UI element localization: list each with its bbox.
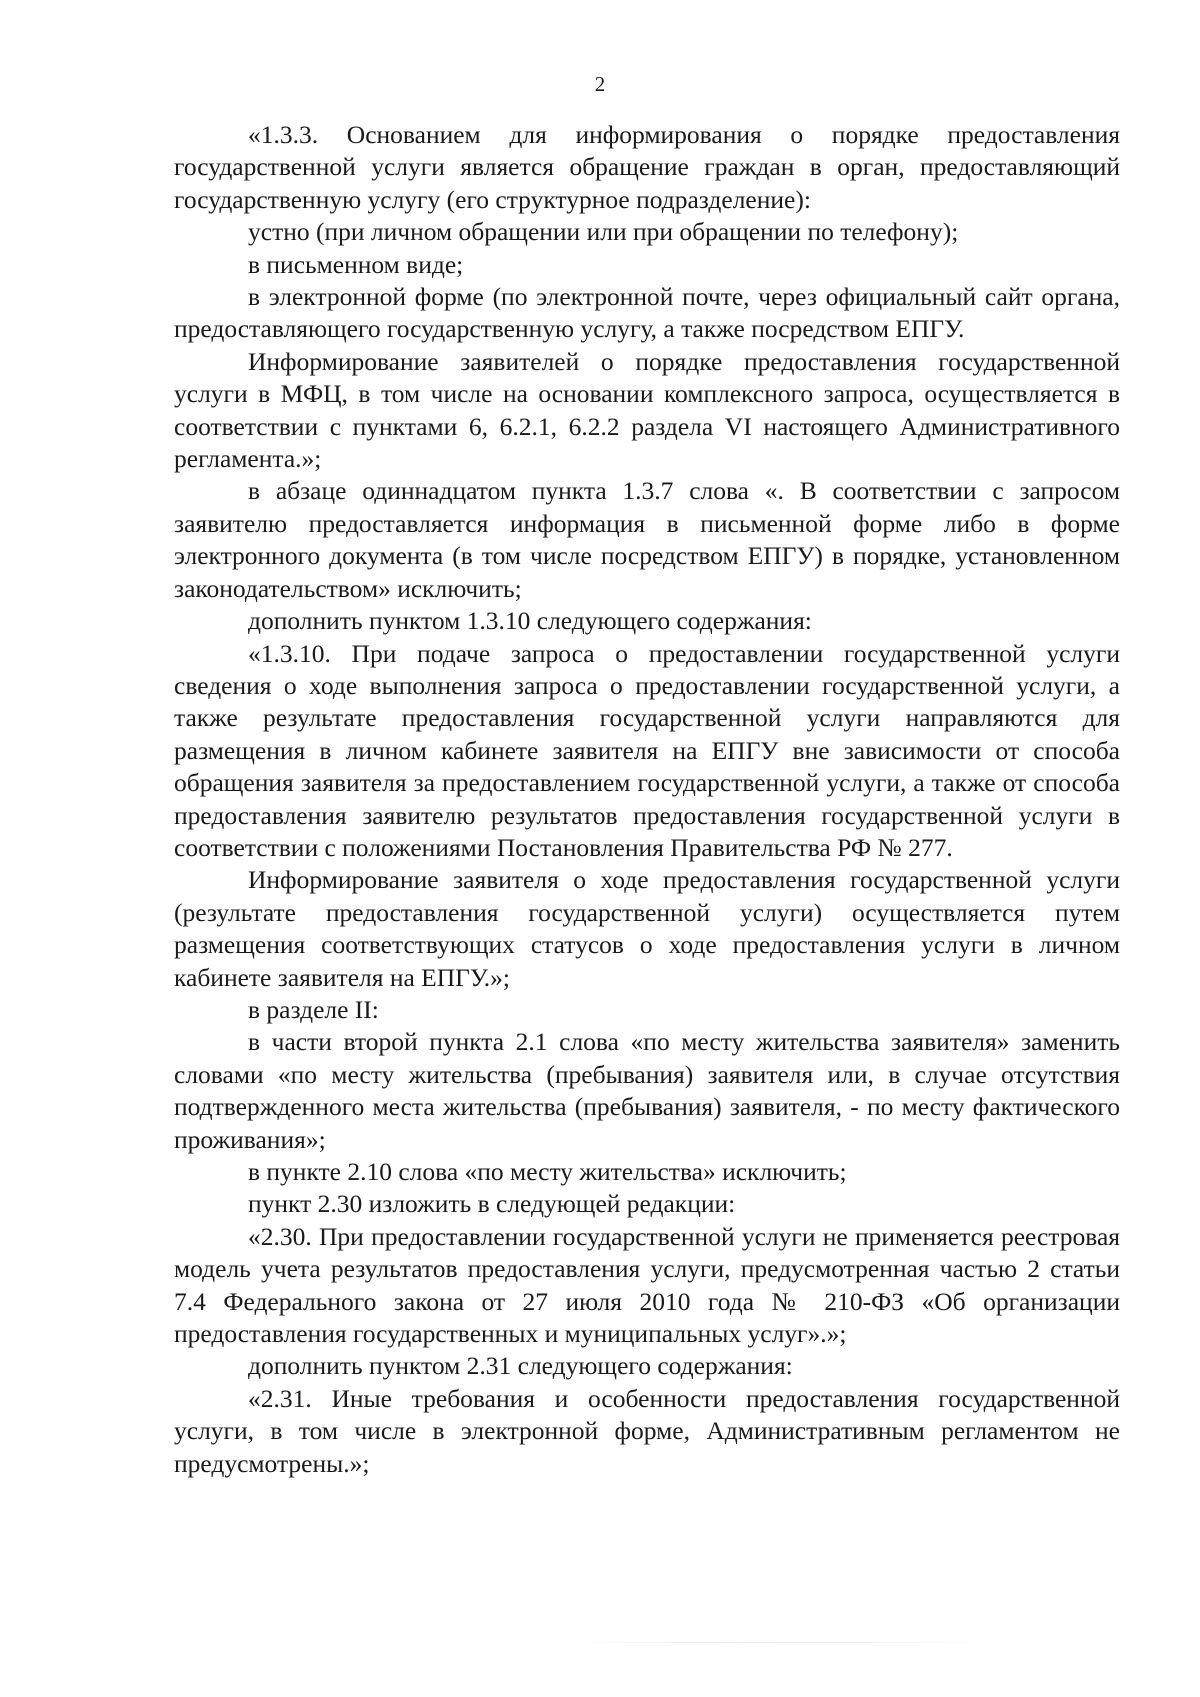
paragraph-add-1-3-10: дополнить пунктом 1.3.10 следующего содержания:	[248, 606, 812, 636]
page-number: 2	[594, 72, 606, 96]
paragraph-add-2-31: дополнить пунктом 2.31 следующего содержания:	[248, 1351, 793, 1381]
paragraph-written: в письменном виде;	[248, 249, 464, 279]
paragraph-2-30-intro: пункт 2.30 изложить в следующей редакции:	[248, 1189, 736, 1219]
paragraph-oral: устно (при личном обращении или при обращении по телефону);	[248, 217, 959, 247]
paragraph-1-3-3: «1.3.3. Основанием для информирования о порядке предоставления государственной услуги является обращение граждан в орган, предоставляющий государственную услугу (его структурное подразделение):	[174, 120, 1120, 214]
paragraph-2-1-amendment: в части второй пункта 2.1 слова «по месту жительства заявителя» заменить словами «по месту жительства (пребывания) заявителя или, в случае отсутствия подтвержденного места жительства (пребывания) заявителя, - по месту фактического проживания»;	[174, 1027, 1120, 1154]
paragraph-1-3-7-amendment: в абзаце одиннадцатом пункта 1.3.7 слова «. В соответствии с запросом заявителю предоставляется информация в письменной форме либо в форме электронного документа (в том числе посредством ЕПГУ) в порядке, установленном законодательством» исключить;	[174, 476, 1120, 603]
paragraph-2-31: «2.31. Иные требования и особенности предоставления государственной услуги, в том числе в электронной форме, Административным регламентом не предусмотрены.»;	[174, 1383, 1120, 1478]
paragraph-2-10-amendment: в пункте 2.10 слова «по месту жительства» исключить;	[248, 1157, 847, 1186]
scan-artifact	[560, 1642, 1000, 1643]
paragraph-2-30: «2.30. При предоставлении государственной услуги не применяется реестровая модель учета результатов предоставления услуги, предусмотренная частью 2 статьи 7.4 Федерального закона от 27 июля 2010 года № 210-ФЗ «Об организации предоставления государственных и муниципальных услуг».»;	[174, 1221, 1120, 1349]
paragraph-section-2: в разделе II:	[248, 994, 379, 1024]
paragraph-1-3-10: «1.3.10. При подаче запроса о предоставлении государственной услуги сведения о ходе выполнения запроса о предоставлении государственной услуги, а также результате предоставления государственной услуги направляются для размещения в личном кабинете заявителя на ЕПГУ вне зависимости от способа обращения заявителя за предоставлением государственной услуги, а также от способа предоставления заявителю результатов предоставления государственной услуги в соответствии с положениями Постановления Правительства РФ № 277.	[174, 638, 1120, 862]
document-body	[174, 119, 1120, 1480]
paragraph-electronic: в электронной форме (по электронной почте, через официальный сайт органа, предоставляющего государственную услугу, а также посредством ЕПГУ.	[174, 282, 1120, 344]
paragraph-informing-status: Информирование заявителя о ходе предоставления государственной услуги (результате предоставления государственной услуги) осуществляется путем размещения соответствующих статусов о ходе предоставления услуги в личном кабинете заявителя на ЕПГУ.»;	[174, 865, 1120, 992]
paragraph-informing-mfc: Информирование заявителей о порядке предоставления государственной услуги в МФЦ, в том числе на основании комплексного запроса, осуществляется в соответствии с пунктами 6, 6.2.1, 6.2.2 раздела VI настоящего Административного регламента.»;	[174, 346, 1120, 474]
